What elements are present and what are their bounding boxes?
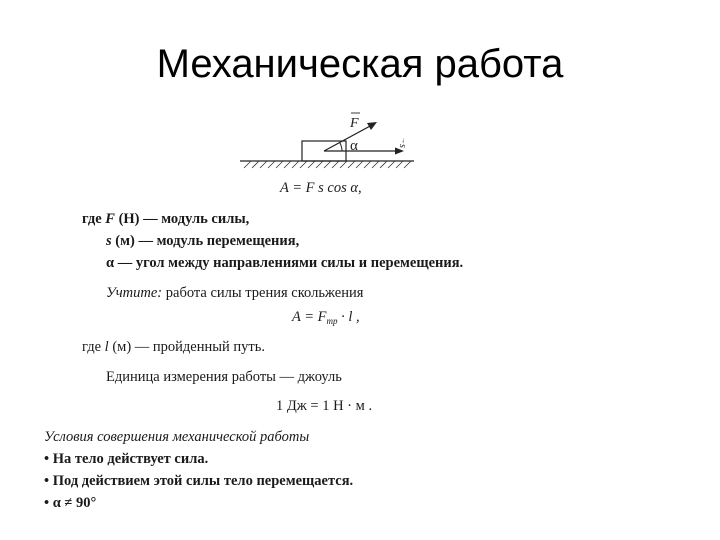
condition-item: [44, 451, 208, 468]
angle-arc: [340, 143, 342, 151]
friction-note: [106, 285, 363, 302]
force-var: F: [105, 211, 115, 227]
friction-formula: [292, 309, 360, 326]
unit-text: Единица измерения работы — джоуль: [106, 369, 342, 385]
displacement-var: s: [106, 233, 112, 249]
ground-hatching: [244, 161, 411, 168]
friction-sub: тр: [326, 316, 338, 326]
friction-rhs: · l ,: [337, 309, 360, 325]
force-desc: (Н) — модуль силы,: [114, 211, 250, 227]
displacement-arrowhead: [395, 148, 404, 155]
path-definition: [82, 339, 265, 356]
condition-text: Под действием этой силы тело перемещается.: [52, 473, 354, 489]
work-formula: A = F s cos α,: [280, 180, 362, 196]
friction-lhs: A = F: [292, 309, 327, 325]
bullet-icon: •: [44, 495, 50, 511]
slide-title: Механическая работа: [156, 42, 564, 86]
condition-item: [44, 473, 353, 490]
definition-displacement: [106, 233, 299, 250]
path-desc: (м) — пройденный путь.: [108, 339, 265, 355]
displacement-sub: →: [400, 137, 408, 144]
displacement-label: s: [397, 144, 408, 148]
angle-label: α: [350, 138, 358, 154]
note-text: работа силы трения скольжения: [162, 285, 364, 301]
force-arrowhead: [367, 122, 377, 130]
condition-text: На тело действует сила.: [52, 451, 209, 467]
bullet-icon: •: [44, 451, 50, 467]
angle-var: α: [106, 255, 115, 271]
bullet-icon: •: [44, 473, 50, 489]
path-prefix: где: [82, 339, 105, 355]
force-label: F: [350, 116, 359, 131]
definition-angle: [106, 255, 463, 272]
force-arrow: [324, 125, 372, 151]
path-var: l: [104, 339, 109, 355]
note-label: Учтите:: [106, 285, 163, 301]
work-diagram: [238, 110, 418, 174]
unit-formula: 1 Дж = 1 Н · м .: [276, 398, 373, 414]
definition-force: [82, 211, 249, 228]
conditions-heading: Условия совершения механической работы: [44, 429, 310, 445]
angle-desc: — угол между направлениями силы и перемещения.: [114, 255, 464, 271]
definition-prefix: где: [82, 211, 106, 227]
condition-item: [44, 495, 96, 512]
condition-text: α ≠ 90°: [52, 495, 97, 511]
displacement-desc: (м) — модуль перемещения,: [111, 233, 300, 249]
